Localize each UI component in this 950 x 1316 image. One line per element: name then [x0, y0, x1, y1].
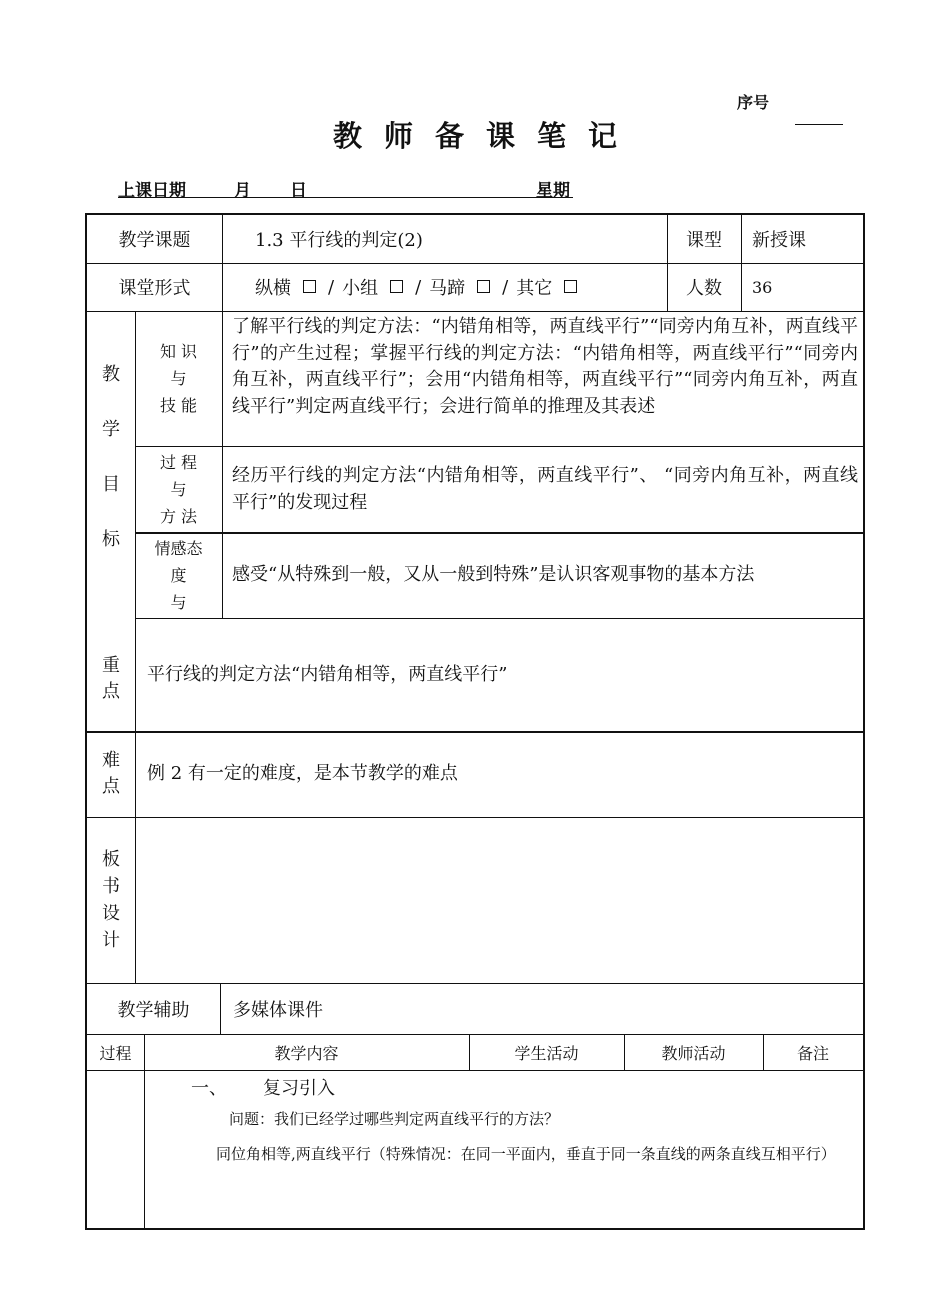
emotion-label: 情感态 度 与 [154, 538, 203, 612]
col-header-student: 学生活动 [514, 1043, 579, 1063]
checkbox-icon[interactable] [303, 280, 316, 293]
count-value: 36 [752, 277, 773, 297]
row-divider [87, 1070, 863, 1071]
review-question: 问题：我们已经学过哪些判定两直线平行的方法？ [229, 1110, 560, 1128]
row-divider [87, 731, 863, 733]
form-option-label: 其它 [516, 278, 553, 299]
aids-value: 多媒体课件 [233, 999, 323, 1021]
checkbox-icon[interactable] [390, 280, 403, 293]
checkbox-icon[interactable] [564, 280, 577, 293]
col-header-teacher: 教师活动 [661, 1043, 726, 1063]
topic-label: 教学课题 [118, 230, 191, 251]
col-header-process: 过程 [99, 1043, 132, 1063]
col-divider [222, 311, 223, 618]
type-label: 课型 [686, 230, 722, 251]
aids-label: 教学辅助 [117, 999, 190, 1021]
process-label: 过 程 与 方 法 [159, 452, 198, 526]
form-label: 课堂形式 [118, 278, 191, 299]
lesson-table [85, 213, 865, 1230]
count-label: 人数 [686, 278, 722, 299]
month-label: 月 [234, 181, 251, 201]
col-header-content: 教学内容 [274, 1043, 339, 1063]
date-line [118, 176, 573, 201]
difficulty-text: 例 2 有一定的难度，是本节教学的难点 [147, 763, 458, 784]
form-option-label: 纵横 [255, 278, 291, 299]
date-underline [118, 197, 573, 198]
process-text: 经历平行线的判定方法“内错角相等，两直线平行”、 “同旁内角互补，两直线平行”的发现过程 [232, 465, 858, 513]
row-divider [135, 532, 863, 534]
difficulty-label: 难 点 [102, 750, 120, 797]
section-title: 复习引入 [263, 1078, 335, 1099]
type-value: 新授课 [752, 230, 806, 251]
knowledge-text: 了解平行线的判定方法：“内错角相等，两直线平行”“同旁内角互补，两直线平行”的产生过程；掌握平行线的判定方法：“内错角相等，两直线平行”“同旁内角互补，两直线平行”；会用“内错角相等，两直线平行”“同旁内角互补，两直线平行”判定两直线平行；会进行简单的推理及其表述 [232, 316, 858, 417]
objectives-label: 教 学 目 标 [102, 364, 120, 550]
day-label: 日 [290, 181, 307, 201]
serial-label: 序号 [737, 93, 770, 112]
form-option-label: 马蹄 [429, 278, 466, 299]
form-options: 纵横 / 小组 / 马蹄 / 其它 [222, 263, 667, 311]
checkbox-icon[interactable] [477, 280, 490, 293]
date-label: 上课日期 [118, 181, 186, 201]
review-answer: 同位角相等,两直线平行（特殊情况：在同一平面内，垂直于同一条直线的两条直线互相平行） [216, 1145, 836, 1163]
emotion-text: 感受“从特殊到一般，又从一般到特殊”是认识客观事物的基本方法 [232, 564, 755, 585]
board-design-area[interactable] [135, 817, 863, 983]
board-design-label: 板 书 设 计 [102, 849, 120, 951]
key-point-label: 重 点 [102, 654, 120, 702]
section-number: 一、 [191, 1078, 227, 1099]
form-option-label: 小组 [342, 278, 379, 299]
col-header-notes: 备注 [796, 1043, 829, 1063]
row-divider [135, 618, 863, 619]
topic-value: 1.3 平行线的判定(2) [255, 230, 423, 251]
knowledge-label: 知 识 与 技 能 [159, 342, 198, 415]
row-divider [135, 446, 863, 447]
key-point-text: 平行线的判定方法“内错角相等，两直线平行” [147, 664, 508, 685]
weekday-label: 星期 [536, 181, 570, 201]
page-title: 教师备课笔记 [332, 119, 639, 153]
